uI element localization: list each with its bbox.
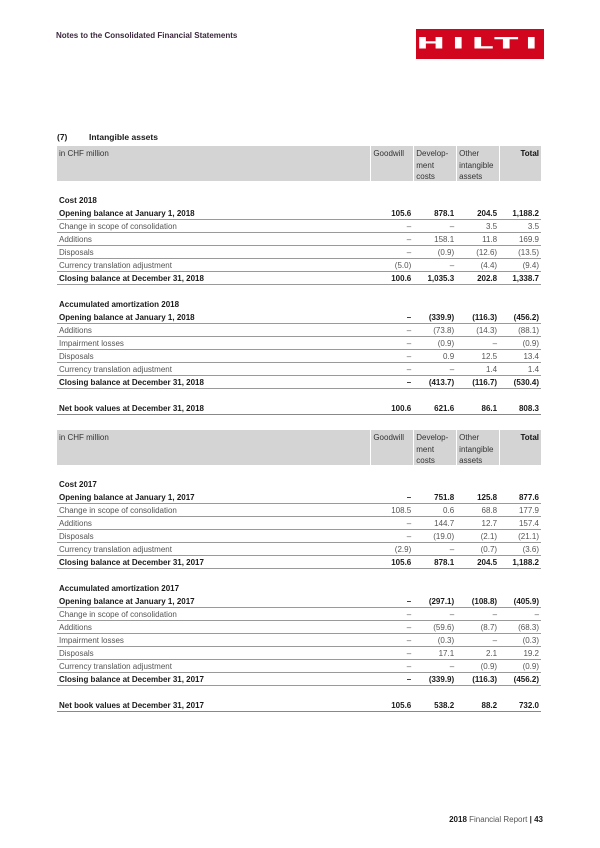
net-book-value-row: Net book values at December 31, 2017 105.6 538.2 88.2 732.0	[59, 701, 540, 710]
section-number: (7)	[57, 132, 68, 142]
table-row: Disposals – (0.9) (12.6) (13.5)	[59, 248, 540, 257]
col-goodwill: Goodwill	[371, 146, 413, 181]
col-development: Develop- ment costs	[414, 430, 456, 465]
section-heading-row: Cost 2017	[59, 480, 97, 489]
col-development: Develop- ment costs	[414, 146, 456, 181]
table-row: Currency translation adjustment (5.0) – (4.4) (9.4)	[59, 261, 540, 270]
table-row: Closing balance at December 31, 2017 105.6 878.1 204.5 1,188.2	[59, 558, 540, 567]
col-total: Total	[500, 430, 541, 465]
table-row: Opening balance at January 1, 2017 – (297.1) (108.8) (405.9)	[59, 597, 540, 606]
table-row: Currency translation adjustment – – 1.4 1.4	[59, 365, 540, 374]
table-row: Additions – 144.7 12.7 157.4	[59, 519, 540, 528]
table-row: Additions – (73.8) (14.3) (88.1)	[59, 326, 540, 335]
col-other: Other intangible assets	[457, 430, 499, 465]
table-row: Opening balance at January 1, 2018 – (339.9) (116.3) (456.2)	[59, 313, 540, 322]
table-row: Disposals – 0.9 12.5 13.4	[59, 352, 540, 361]
section-heading: Intangible assets	[89, 132, 158, 142]
col-unit: in CHF million	[57, 430, 370, 465]
table-row: Opening balance at January 1, 2017 – 751.8 125.8 877.6	[59, 493, 540, 502]
section-heading-row: Accumulated amortization 2018	[59, 300, 180, 309]
footer-year: 2018	[449, 815, 467, 824]
table-header	[57, 430, 541, 465]
table-row: Currency translation adjustment (2.9) – (0.7) (3.6)	[59, 545, 540, 554]
table-row: Change in scope of consolidation – – 3.5 3.5	[59, 222, 540, 231]
intangible-assets-table-2018	[57, 146, 541, 415]
col-other: Other intangible assets	[457, 146, 499, 181]
table-row: Disposals – 17.1 2.1 19.2	[59, 649, 540, 658]
hilti-logo	[416, 29, 544, 59]
section-title	[57, 132, 158, 142]
table-row: Closing balance at December 31, 2018 100.6 1,035.3 202.8 1,338.7	[59, 274, 540, 283]
table-row: Closing balance at December 31, 2017 – (339.9) (116.3) (456.2)	[59, 675, 540, 684]
col-unit: in CHF million	[57, 146, 370, 181]
page-number: 43	[534, 815, 543, 824]
table-row: Additions – (59.6) (8.7) (68.3)	[59, 623, 540, 632]
table-row: Additions – 158.1 11.8 169.9	[59, 235, 540, 244]
table-row: Disposals – (19.0) (2.1) (21.1)	[59, 532, 540, 541]
page-footer	[449, 815, 543, 824]
col-goodwill: Goodwill	[371, 430, 413, 465]
page-header-title: Notes to the Consolidated Financial Statements	[56, 31, 238, 40]
footer-separator: |	[529, 815, 532, 824]
table-row: Impairment losses – (0.3) – (0.3)	[59, 636, 540, 645]
section-heading-row: Cost 2018	[59, 196, 97, 205]
table-row: Change in scope of consolidation – – – –	[59, 610, 540, 619]
table-header	[57, 146, 541, 181]
table-row: Opening balance at January 1, 2018 105.6 878.1 204.5 1,188.2	[59, 209, 540, 218]
table-row: Change in scope of consolidation 108.5 0.6 68.8 177.9	[59, 506, 540, 515]
table-row: Closing balance at December 31, 2018 – (413.7) (116.7) (530.4)	[59, 378, 540, 387]
logo-text: HILTI	[415, 34, 545, 53]
table-row: Currency translation adjustment – – (0.9) (0.9)	[59, 662, 540, 671]
table-row: Impairment losses – (0.9) – (0.9)	[59, 339, 540, 348]
net-book-value-row: Net book values at December 31, 2018 100.6 621.6 86.1 808.3	[59, 404, 540, 413]
footer-report: Financial Report	[469, 815, 528, 824]
intangible-assets-table-2017	[57, 430, 541, 712]
section-heading-row: Accumulated amortization 2017	[59, 584, 180, 593]
col-total: Total	[500, 146, 541, 181]
